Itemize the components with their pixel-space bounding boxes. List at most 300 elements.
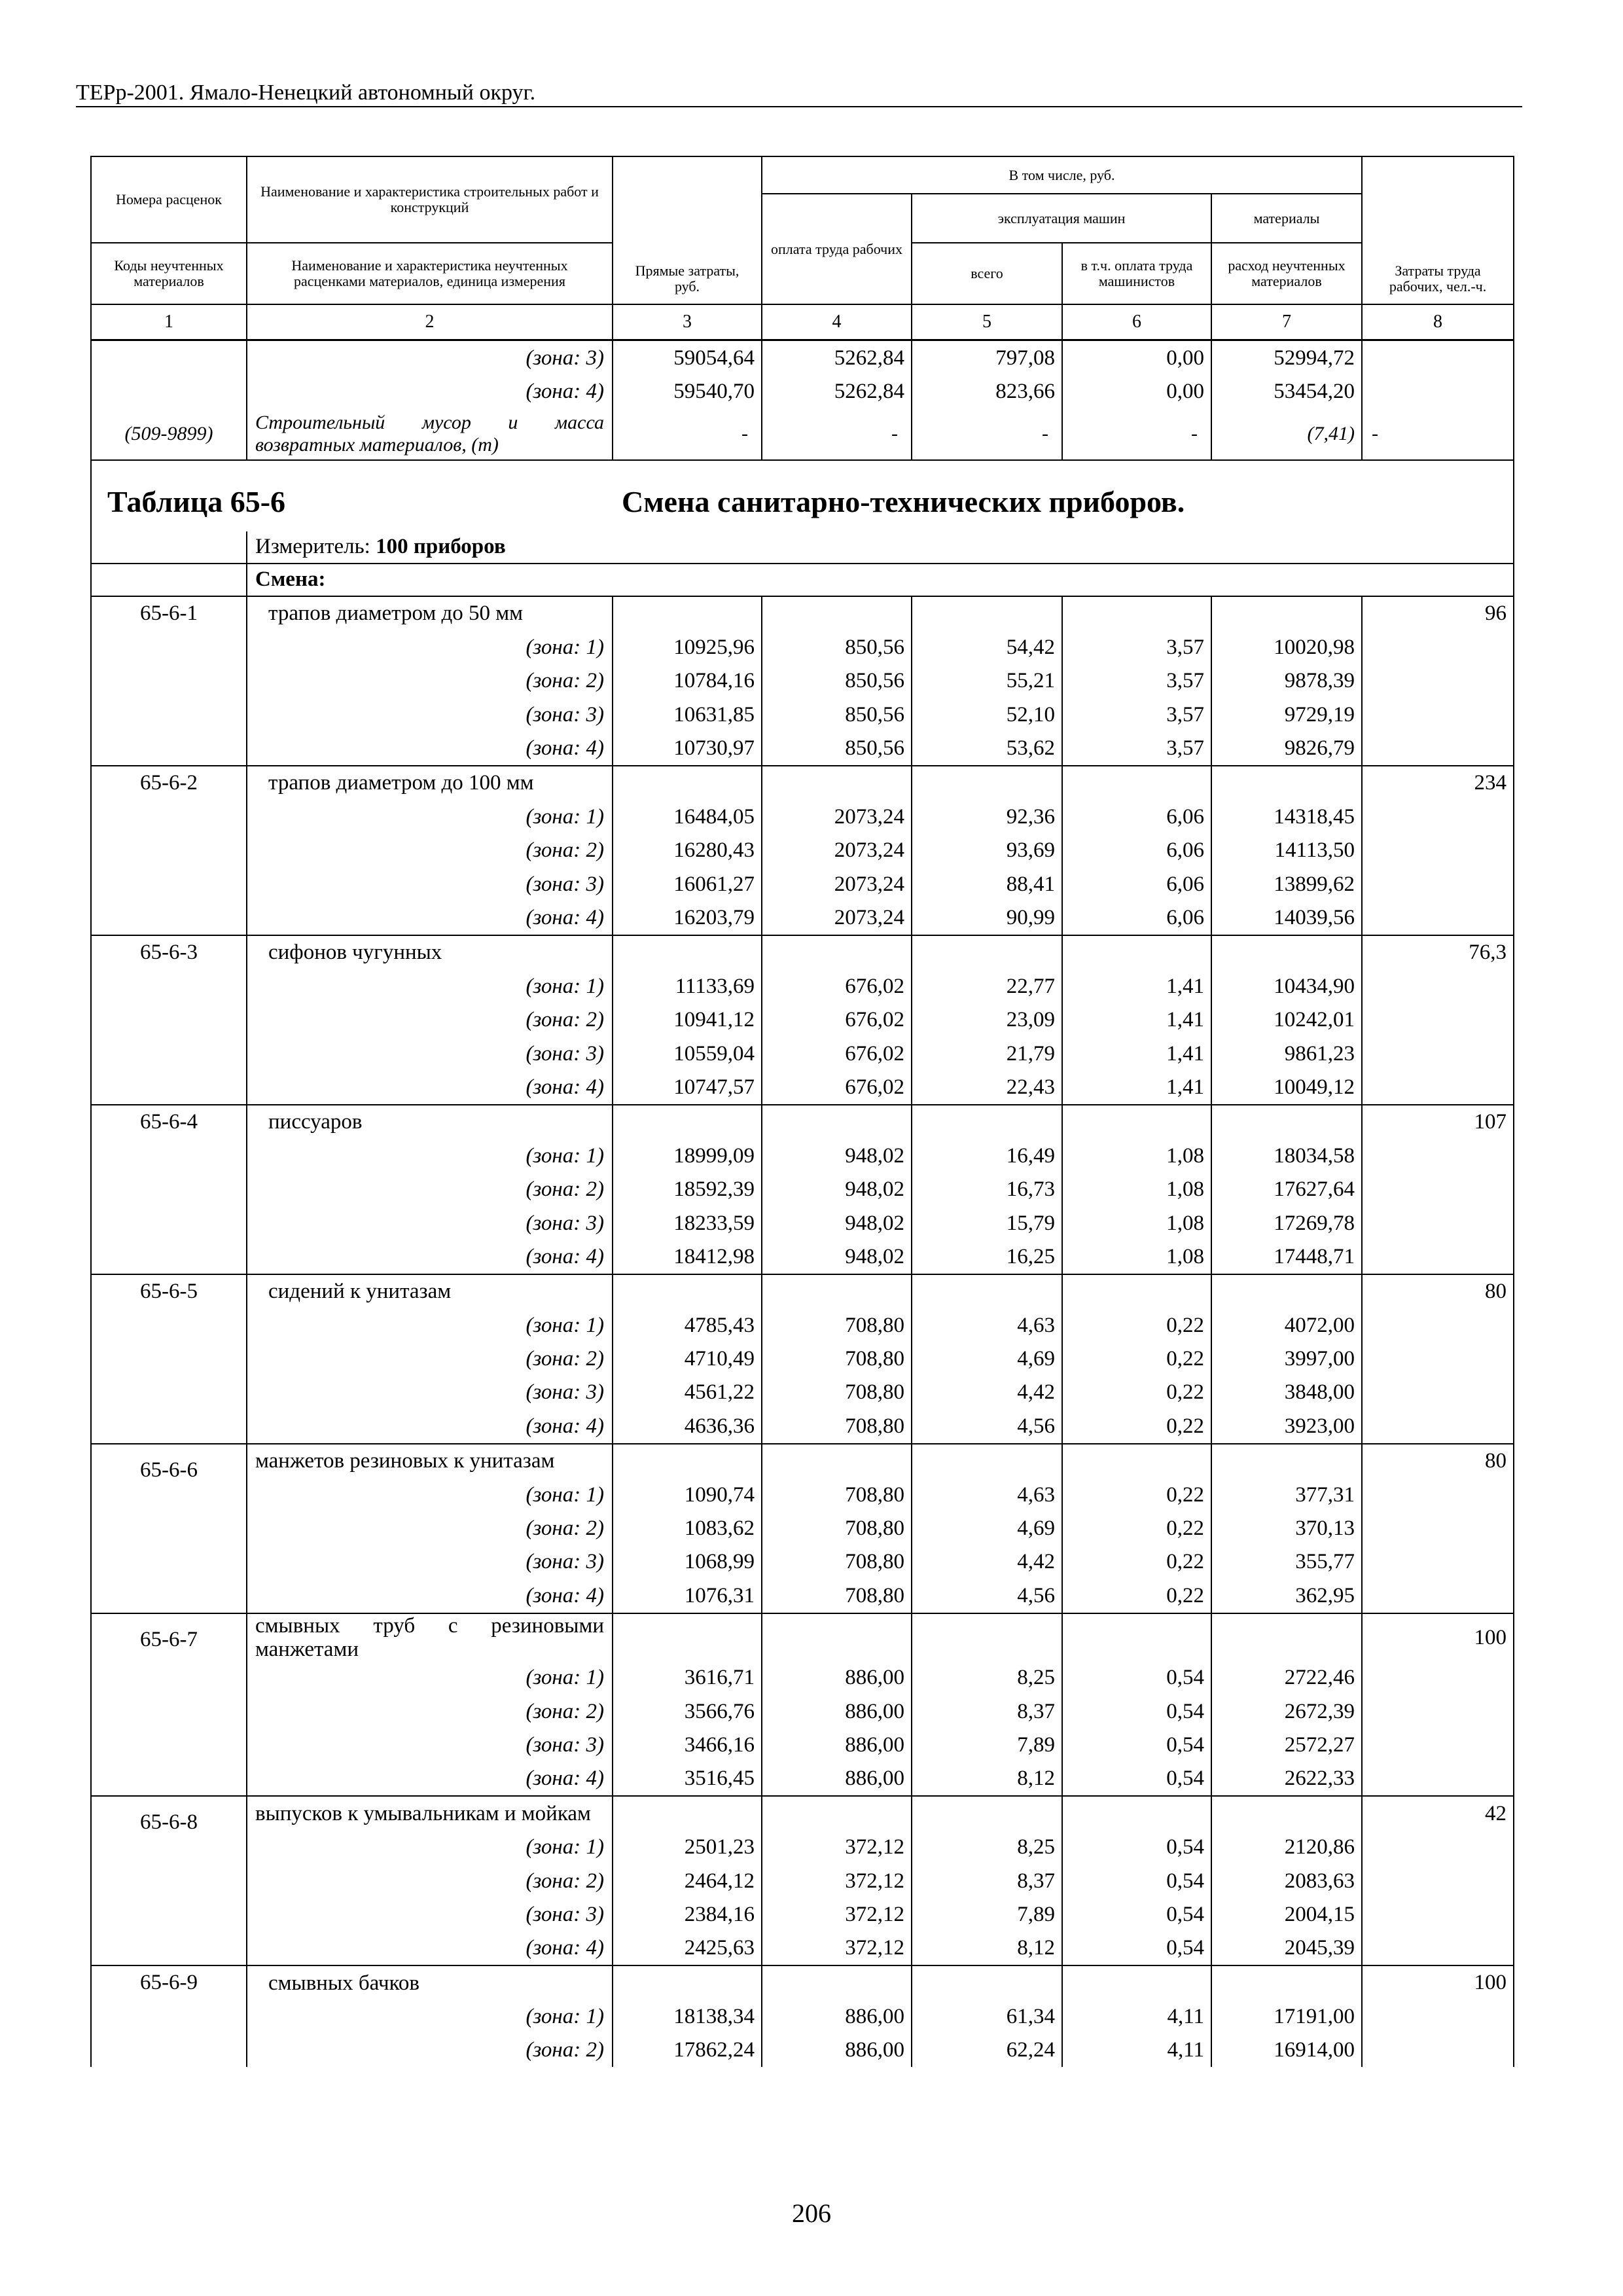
machine-labor-cost: 6,06 [1062, 901, 1211, 935]
labor-cost: 850,56 [762, 698, 912, 731]
waste-code: (509-9899) [91, 408, 247, 460]
machine-labor-cost: 0,22 [1062, 1342, 1211, 1375]
direct-cost: 2425,63 [613, 1931, 762, 1965]
machine-labor-cost: 1,08 [1062, 1172, 1211, 1206]
machine-cost: 4,56 [912, 1409, 1062, 1443]
direct-cost: 1083,62 [613, 1511, 762, 1545]
item-header-row [91, 1796, 1514, 1830]
item-code: 65-6-2 [91, 766, 247, 935]
machine-labor-cost: 3,57 [1062, 664, 1211, 698]
table-row [91, 1864, 1514, 1897]
machine-labor-cost: 1,41 [1062, 1037, 1211, 1070]
waste-row [91, 408, 1514, 460]
labor-cost: 2073,24 [762, 867, 912, 901]
materials-cost: 13899,62 [1211, 867, 1362, 901]
machine-cost: 8,12 [912, 1762, 1062, 1796]
materials-cost: 18034,58 [1211, 1139, 1362, 1172]
meter-row [91, 531, 1514, 564]
table-row [91, 1661, 1514, 1695]
table-row [91, 969, 1514, 1003]
labor-cost: 676,02 [762, 1070, 912, 1104]
machine-cost: 8,25 [912, 1830, 1062, 1863]
machine-cost: 7,89 [912, 1728, 1062, 1761]
direct-cost: 4710,49 [613, 1342, 762, 1375]
materials-cost: 9826,79 [1211, 731, 1362, 765]
table-row [91, 1376, 1514, 1409]
labor-cost: 948,02 [762, 1139, 912, 1172]
direct-cost: 2464,12 [613, 1864, 762, 1897]
table-row [91, 1931, 1514, 1965]
direct-cost: 18592,39 [613, 1172, 762, 1206]
table-row [91, 1139, 1514, 1172]
table-row [91, 1240, 1514, 1274]
col4-header: оплата труда рабочих [762, 194, 912, 304]
materials-cost: 2672,39 [1211, 1695, 1362, 1728]
waste-materials: (7,41) [1211, 408, 1362, 460]
zone-label: (зона: 4) [247, 1762, 613, 1796]
table-row [91, 340, 1514, 375]
materials-cost: 2722,46 [1211, 1661, 1362, 1695]
zone-label: (зона: 4) [247, 901, 613, 935]
machine-labor-cost: 1,41 [1062, 1003, 1211, 1036]
col2-header-bottom: Наименование и характеристика неучтенных расценками материалов, единица измерения [247, 243, 613, 304]
item-header-row [91, 1105, 1514, 1139]
meter-value: 100 приборов [376, 535, 506, 559]
machine-cost: 797,08 [912, 340, 1062, 375]
item-code: 65-6-4 [91, 1105, 247, 1274]
machines-header: эксплуатация машин [912, 194, 1211, 243]
col8-header: Затраты труда рабочих, чел.-ч. [1362, 156, 1514, 304]
direct-cost: 16484,05 [613, 800, 762, 833]
machine-cost: 92,36 [912, 800, 1062, 833]
machine-cost: 7,89 [912, 1897, 1062, 1931]
machine-labor-cost: 0,22 [1062, 1511, 1211, 1545]
labor-cost: 2073,24 [762, 800, 912, 833]
table-row [91, 630, 1514, 664]
labor-cost: 708,80 [762, 1579, 912, 1613]
zone-label: (зона: 1) [247, 800, 613, 833]
zone-label: (зона: 3) [247, 1897, 613, 1931]
labor-hours: 80 [1362, 1274, 1514, 1308]
col-number: 5 [912, 304, 1062, 340]
table-row [91, 1830, 1514, 1863]
labor-cost: 708,80 [762, 1478, 912, 1511]
direct-cost: 2501,23 [613, 1830, 762, 1863]
zone-label: (зона: 1) [247, 1139, 613, 1172]
item-header-row [91, 1274, 1514, 1308]
machine-cost: 62,24 [912, 2034, 1062, 2067]
zone-label: (зона: 1) [247, 1478, 613, 1511]
zone-label: (зона: 1) [247, 1830, 613, 1863]
direct-cost: 16203,79 [613, 901, 762, 935]
machine-labor-cost: 3,57 [1062, 630, 1211, 664]
table-row [91, 1037, 1514, 1070]
col1-header-top: Номера расценок [91, 156, 247, 243]
materials-cost: 3848,00 [1211, 1376, 1362, 1409]
price-table [90, 156, 1514, 2067]
labor-cost: 5262,84 [762, 340, 912, 375]
item-name: смывных труб с резиновыми манжетами [247, 1613, 613, 1661]
machine-labor-cost: 6,06 [1062, 800, 1211, 833]
materials-cost: 14318,45 [1211, 800, 1362, 833]
labor-hours: 100 [1362, 1613, 1514, 1661]
meter-label: Измеритель: [255, 535, 370, 559]
direct-cost: 1090,74 [613, 1478, 762, 1511]
labor-cost: 850,56 [762, 630, 912, 664]
machine-cost: 55,21 [912, 664, 1062, 698]
machine-labor-cost: 3,57 [1062, 698, 1211, 731]
labor-cost: 2073,24 [762, 901, 912, 935]
machine-cost: 4,42 [912, 1376, 1062, 1409]
table-number: Таблица 65-6 [107, 484, 286, 518]
zone-label: (зона: 4) [247, 1070, 613, 1104]
item-code: 65-6-6 [91, 1444, 247, 1613]
machine-labor-cost: 0,54 [1062, 1931, 1211, 1965]
table-row [91, 1070, 1514, 1104]
table-row [91, 1579, 1514, 1613]
incl-header: В том числе, руб. [762, 156, 1362, 194]
machine-cost: 53,62 [912, 731, 1062, 765]
direct-cost: 3566,76 [613, 1695, 762, 1728]
machine-labor-cost: 4,11 [1062, 2034, 1211, 2067]
col-number: 7 [1211, 304, 1362, 340]
materials-cost: 3923,00 [1211, 1409, 1362, 1443]
direct-cost: 59054,64 [613, 340, 762, 375]
machine-labor-cost: 0,54 [1062, 1661, 1211, 1695]
labor-cost: 886,00 [762, 1728, 912, 1761]
col-number: 1 [91, 304, 247, 340]
machine-cost: 4,63 [912, 1478, 1062, 1511]
labor-cost: 2073,24 [762, 834, 912, 867]
direct-cost: 16061,27 [613, 867, 762, 901]
zone-label: (зона: 2) [247, 1172, 613, 1206]
price-table-wrapper [90, 156, 1513, 2067]
machine-cost: 61,34 [912, 2000, 1062, 2033]
direct-cost: 1068,99 [613, 1545, 762, 1579]
direct-cost: 11133,69 [613, 969, 762, 1003]
zone-label: (зона: 4) [247, 731, 613, 765]
item-code: 65-6-7 [91, 1613, 247, 1797]
waste-labor: - [762, 408, 912, 460]
table-row [91, 2000, 1514, 2033]
table-row [91, 1003, 1514, 1036]
machine-cost: 54,42 [912, 630, 1062, 664]
labor-hours: 234 [1362, 766, 1514, 800]
materials-cost: 10434,90 [1211, 969, 1362, 1003]
table-row [91, 1409, 1514, 1443]
item-header-row [91, 1613, 1514, 1661]
table-row [91, 1478, 1514, 1511]
table-row [91, 1206, 1514, 1240]
zone-label: (зона: 3) [247, 698, 613, 731]
machine-cost: 16,49 [912, 1139, 1062, 1172]
machine-cost: 4,42 [912, 1545, 1062, 1579]
materials-cost: 10242,01 [1211, 1003, 1362, 1036]
section-title-row [91, 460, 1514, 531]
item-header-row [91, 1965, 1514, 2000]
table-row [91, 1511, 1514, 1545]
direct-cost: 59540,70 [613, 374, 762, 408]
labor-cost: 850,56 [762, 731, 912, 765]
machine-labor-cost: 0,22 [1062, 1478, 1211, 1511]
machine-cost: 16,25 [912, 1240, 1062, 1274]
direct-cost: 4636,36 [613, 1409, 762, 1443]
machine-cost: 22,43 [912, 1070, 1062, 1104]
labor-cost: 886,00 [762, 2034, 912, 2067]
materials-cost: 10020,98 [1211, 630, 1362, 664]
direct-cost: 10747,57 [613, 1070, 762, 1104]
labor-cost: 708,80 [762, 1308, 912, 1342]
items-body [91, 596, 1514, 2067]
machine-labor-cost: 3,57 [1062, 731, 1211, 765]
zone-label: (зона: 3) [247, 867, 613, 901]
materials-cost: 9729,19 [1211, 698, 1362, 731]
zone-label: (зона: 4) [247, 1240, 613, 1274]
materials-cost: 17627,64 [1211, 1172, 1362, 1206]
zone-label: (зона: 3) [247, 340, 613, 375]
zone-label: (зона: 1) [247, 2000, 613, 2033]
item-name: смывных бачков [247, 1965, 613, 2000]
item-header-row [91, 1444, 1514, 1478]
direct-cost: 18233,59 [613, 1206, 762, 1240]
labor-cost: 708,80 [762, 1409, 912, 1443]
materials-cost: 2622,33 [1211, 1762, 1362, 1796]
zone-label: (зона: 1) [247, 630, 613, 664]
machine-cost: 4,63 [912, 1308, 1062, 1342]
materials-cost: 370,13 [1211, 1511, 1362, 1545]
labor-cost: 850,56 [762, 664, 912, 698]
zone-label: (зона: 2) [247, 1511, 613, 1545]
materials-cost: 17269,78 [1211, 1206, 1362, 1240]
machine-labor-cost: 0,54 [1062, 1864, 1211, 1897]
table-row [91, 664, 1514, 698]
machine-cost: 4,69 [912, 1342, 1062, 1375]
materials-cost: 52994,72 [1211, 340, 1362, 375]
machine-labor-cost: 0,54 [1062, 1762, 1211, 1796]
machine-cost: 88,41 [912, 867, 1062, 901]
zone-label: (зона: 2) [247, 1003, 613, 1036]
materials-cost: 355,77 [1211, 1545, 1362, 1579]
zone-label: (зона: 4) [247, 1409, 613, 1443]
direct-cost: 18999,09 [613, 1139, 762, 1172]
machine-labor-cost: 0,22 [1062, 1545, 1211, 1579]
labor-cost: 948,02 [762, 1206, 912, 1240]
page-number: 206 [792, 2198, 831, 2228]
direct-cost: 1076,31 [613, 1579, 762, 1613]
machine-labor-cost: 0,54 [1062, 1695, 1211, 1728]
item-name: манжетов резиновых к унитазам [247, 1444, 613, 1478]
direct-cost: 2384,16 [613, 1897, 762, 1931]
table-row [91, 2034, 1514, 2067]
labor-cost: 886,00 [762, 1762, 912, 1796]
zone-label: (зона: 1) [247, 969, 613, 1003]
machine-labor-cost: 1,08 [1062, 1139, 1211, 1172]
table-row [91, 1545, 1514, 1579]
machine-cost: 823,66 [912, 374, 1062, 408]
machine-cost: 4,56 [912, 1579, 1062, 1613]
machine-cost: 23,09 [912, 1003, 1062, 1036]
item-name: сидений к унитазам [247, 1274, 613, 1308]
labor-cost: 676,02 [762, 1003, 912, 1036]
machine-cost: 90,99 [912, 901, 1062, 935]
col6-header: в т.ч. оплата труда машинистов [1062, 243, 1211, 304]
direct-cost: 10941,12 [613, 1003, 762, 1036]
machine-labor-cost: 1,41 [1062, 1070, 1211, 1104]
col-number: 6 [1062, 304, 1211, 340]
table-row [91, 901, 1514, 935]
col1-header-bottom: Коды неучтенных материалов [91, 243, 247, 304]
zone-label: (зона: 3) [247, 1376, 613, 1409]
machine-cost: 16,73 [912, 1172, 1062, 1206]
table-row [91, 1695, 1514, 1728]
direct-cost: 10730,97 [613, 731, 762, 765]
zone-label: (зона: 4) [247, 374, 613, 408]
machine-labor-cost: 0,54 [1062, 1728, 1211, 1761]
labor-hours: 76,3 [1362, 935, 1514, 969]
materials-header: материалы [1211, 194, 1362, 243]
materials-cost: 2004,15 [1211, 1897, 1362, 1931]
materials-cost: 53454,20 [1211, 374, 1362, 408]
col-number: 8 [1362, 304, 1514, 340]
machine-cost: 4,69 [912, 1511, 1062, 1545]
machine-labor-cost: 0,22 [1062, 1376, 1211, 1409]
waste-machine-labor: - [1062, 408, 1211, 460]
materials-cost: 10049,12 [1211, 1070, 1362, 1104]
machine-labor-cost: 0,22 [1062, 1409, 1211, 1443]
col2-header-top: Наименование и характеристика строительных работ и конструкций [247, 156, 613, 243]
materials-cost: 14113,50 [1211, 834, 1362, 867]
zone-label: (зона: 1) [247, 1661, 613, 1695]
direct-cost: 4785,43 [613, 1308, 762, 1342]
labor-hours: 107 [1362, 1105, 1514, 1139]
item-name: писсуаров [247, 1105, 613, 1139]
waste-direct: - [613, 408, 762, 460]
col7-header: расход неучтенных материалов [1211, 243, 1362, 304]
machine-labor-cost: 6,06 [1062, 834, 1211, 867]
labor-cost: 886,00 [762, 1661, 912, 1695]
labor-cost: 708,80 [762, 1545, 912, 1579]
subheading-row [91, 564, 1514, 596]
labor-hours: 96 [1362, 596, 1514, 630]
labor-hours: 80 [1362, 1444, 1514, 1478]
item-name: сифонов чугунных [247, 935, 613, 969]
labor-cost: 886,00 [762, 2000, 912, 2033]
table-row [91, 1342, 1514, 1375]
table-row [91, 834, 1514, 867]
col-number: 3 [613, 304, 762, 340]
materials-cost: 14039,56 [1211, 901, 1362, 935]
zone-label: (зона: 3) [247, 1545, 613, 1579]
materials-cost: 4072,00 [1211, 1308, 1362, 1342]
col3-header: Прямые затраты, руб. [613, 156, 762, 304]
item-header-row [91, 596, 1514, 630]
labor-cost: 708,80 [762, 1511, 912, 1545]
zone-label: (зона: 3) [247, 1037, 613, 1070]
item-code: 65-6-5 [91, 1274, 247, 1444]
machine-cost: 52,10 [912, 698, 1062, 731]
labor-hours: 100 [1362, 1965, 1514, 2000]
table-row [91, 1172, 1514, 1206]
machine-labor-cost: 0,54 [1062, 1897, 1211, 1931]
table-row [91, 731, 1514, 765]
header-rule [76, 106, 1522, 107]
zone-label: (зона: 1) [247, 1308, 613, 1342]
machine-labor-cost: 1,08 [1062, 1240, 1211, 1274]
machine-cost: 8,37 [912, 1864, 1062, 1897]
zone-label: (зона: 4) [247, 1931, 613, 1965]
item-header-row [91, 935, 1514, 969]
materials-cost: 377,31 [1211, 1478, 1362, 1511]
direct-cost: 10559,04 [613, 1037, 762, 1070]
materials-cost: 17448,71 [1211, 1240, 1362, 1274]
table-row [91, 1728, 1514, 1761]
machine-labor-cost: 0,00 [1062, 374, 1211, 408]
machine-labor-cost: 4,11 [1062, 2000, 1211, 2033]
zone-label: (зона: 2) [247, 1695, 613, 1728]
item-name: трапов диаметром до 100 мм [247, 766, 613, 800]
machine-labor-cost: 1,41 [1062, 969, 1211, 1003]
machine-cost: 8,25 [912, 1661, 1062, 1695]
labor-cost: 5262,84 [762, 374, 912, 408]
item-name: выпусков к умывальникам и мойкам [247, 1796, 613, 1830]
machine-labor-cost: 0,00 [1062, 340, 1211, 375]
table-row [91, 867, 1514, 901]
item-code: 65-6-3 [91, 935, 247, 1105]
direct-cost: 3466,16 [613, 1728, 762, 1761]
labor-cost: 372,12 [762, 1897, 912, 1931]
item-code: 65-6-8 [91, 1796, 247, 1965]
labor-cost: 948,02 [762, 1240, 912, 1274]
column-numbers-row [91, 304, 1514, 340]
materials-cost: 2083,63 [1211, 1864, 1362, 1897]
zone-label: (зона: 2) [247, 2034, 613, 2067]
zone-label: (зона: 2) [247, 664, 613, 698]
table-row [91, 1762, 1514, 1796]
materials-cost: 2572,27 [1211, 1728, 1362, 1761]
labor-cost: 948,02 [762, 1172, 912, 1206]
direct-cost: 18138,34 [613, 2000, 762, 2033]
machine-labor-cost: 6,06 [1062, 867, 1211, 901]
materials-cost: 2045,39 [1211, 1931, 1362, 1965]
materials-cost: 17191,00 [1211, 2000, 1362, 2033]
zone-label: (зона: 3) [247, 1206, 613, 1240]
machine-cost: 93,69 [912, 834, 1062, 867]
direct-cost: 3616,71 [613, 1661, 762, 1695]
waste-machine: - [912, 408, 1062, 460]
machine-labor-cost: 0,22 [1062, 1308, 1211, 1342]
machine-cost: 22,77 [912, 969, 1062, 1003]
labor-cost: 708,80 [762, 1376, 912, 1409]
zone-label: (зона: 4) [247, 1579, 613, 1613]
materials-cost: 2120,86 [1211, 1830, 1362, 1863]
machine-cost: 8,12 [912, 1931, 1062, 1965]
item-code: 65-6-1 [91, 596, 247, 766]
zone-label: (зона: 3) [247, 1728, 613, 1761]
direct-cost: 4561,22 [613, 1376, 762, 1409]
direct-cost: 10631,85 [613, 698, 762, 731]
zone-label: (зона: 2) [247, 1342, 613, 1375]
materials-cost: 9878,39 [1211, 664, 1362, 698]
zone-label: (зона: 2) [247, 1864, 613, 1897]
table-row [91, 1897, 1514, 1931]
table-row [91, 374, 1514, 408]
labor-cost: 372,12 [762, 1931, 912, 1965]
direct-cost: 18412,98 [613, 1240, 762, 1274]
direct-cost: 17862,24 [613, 2034, 762, 2067]
subheading: Смена: [247, 564, 1514, 596]
col5-header: всего [912, 243, 1062, 304]
labor-cost: 886,00 [762, 1695, 912, 1728]
